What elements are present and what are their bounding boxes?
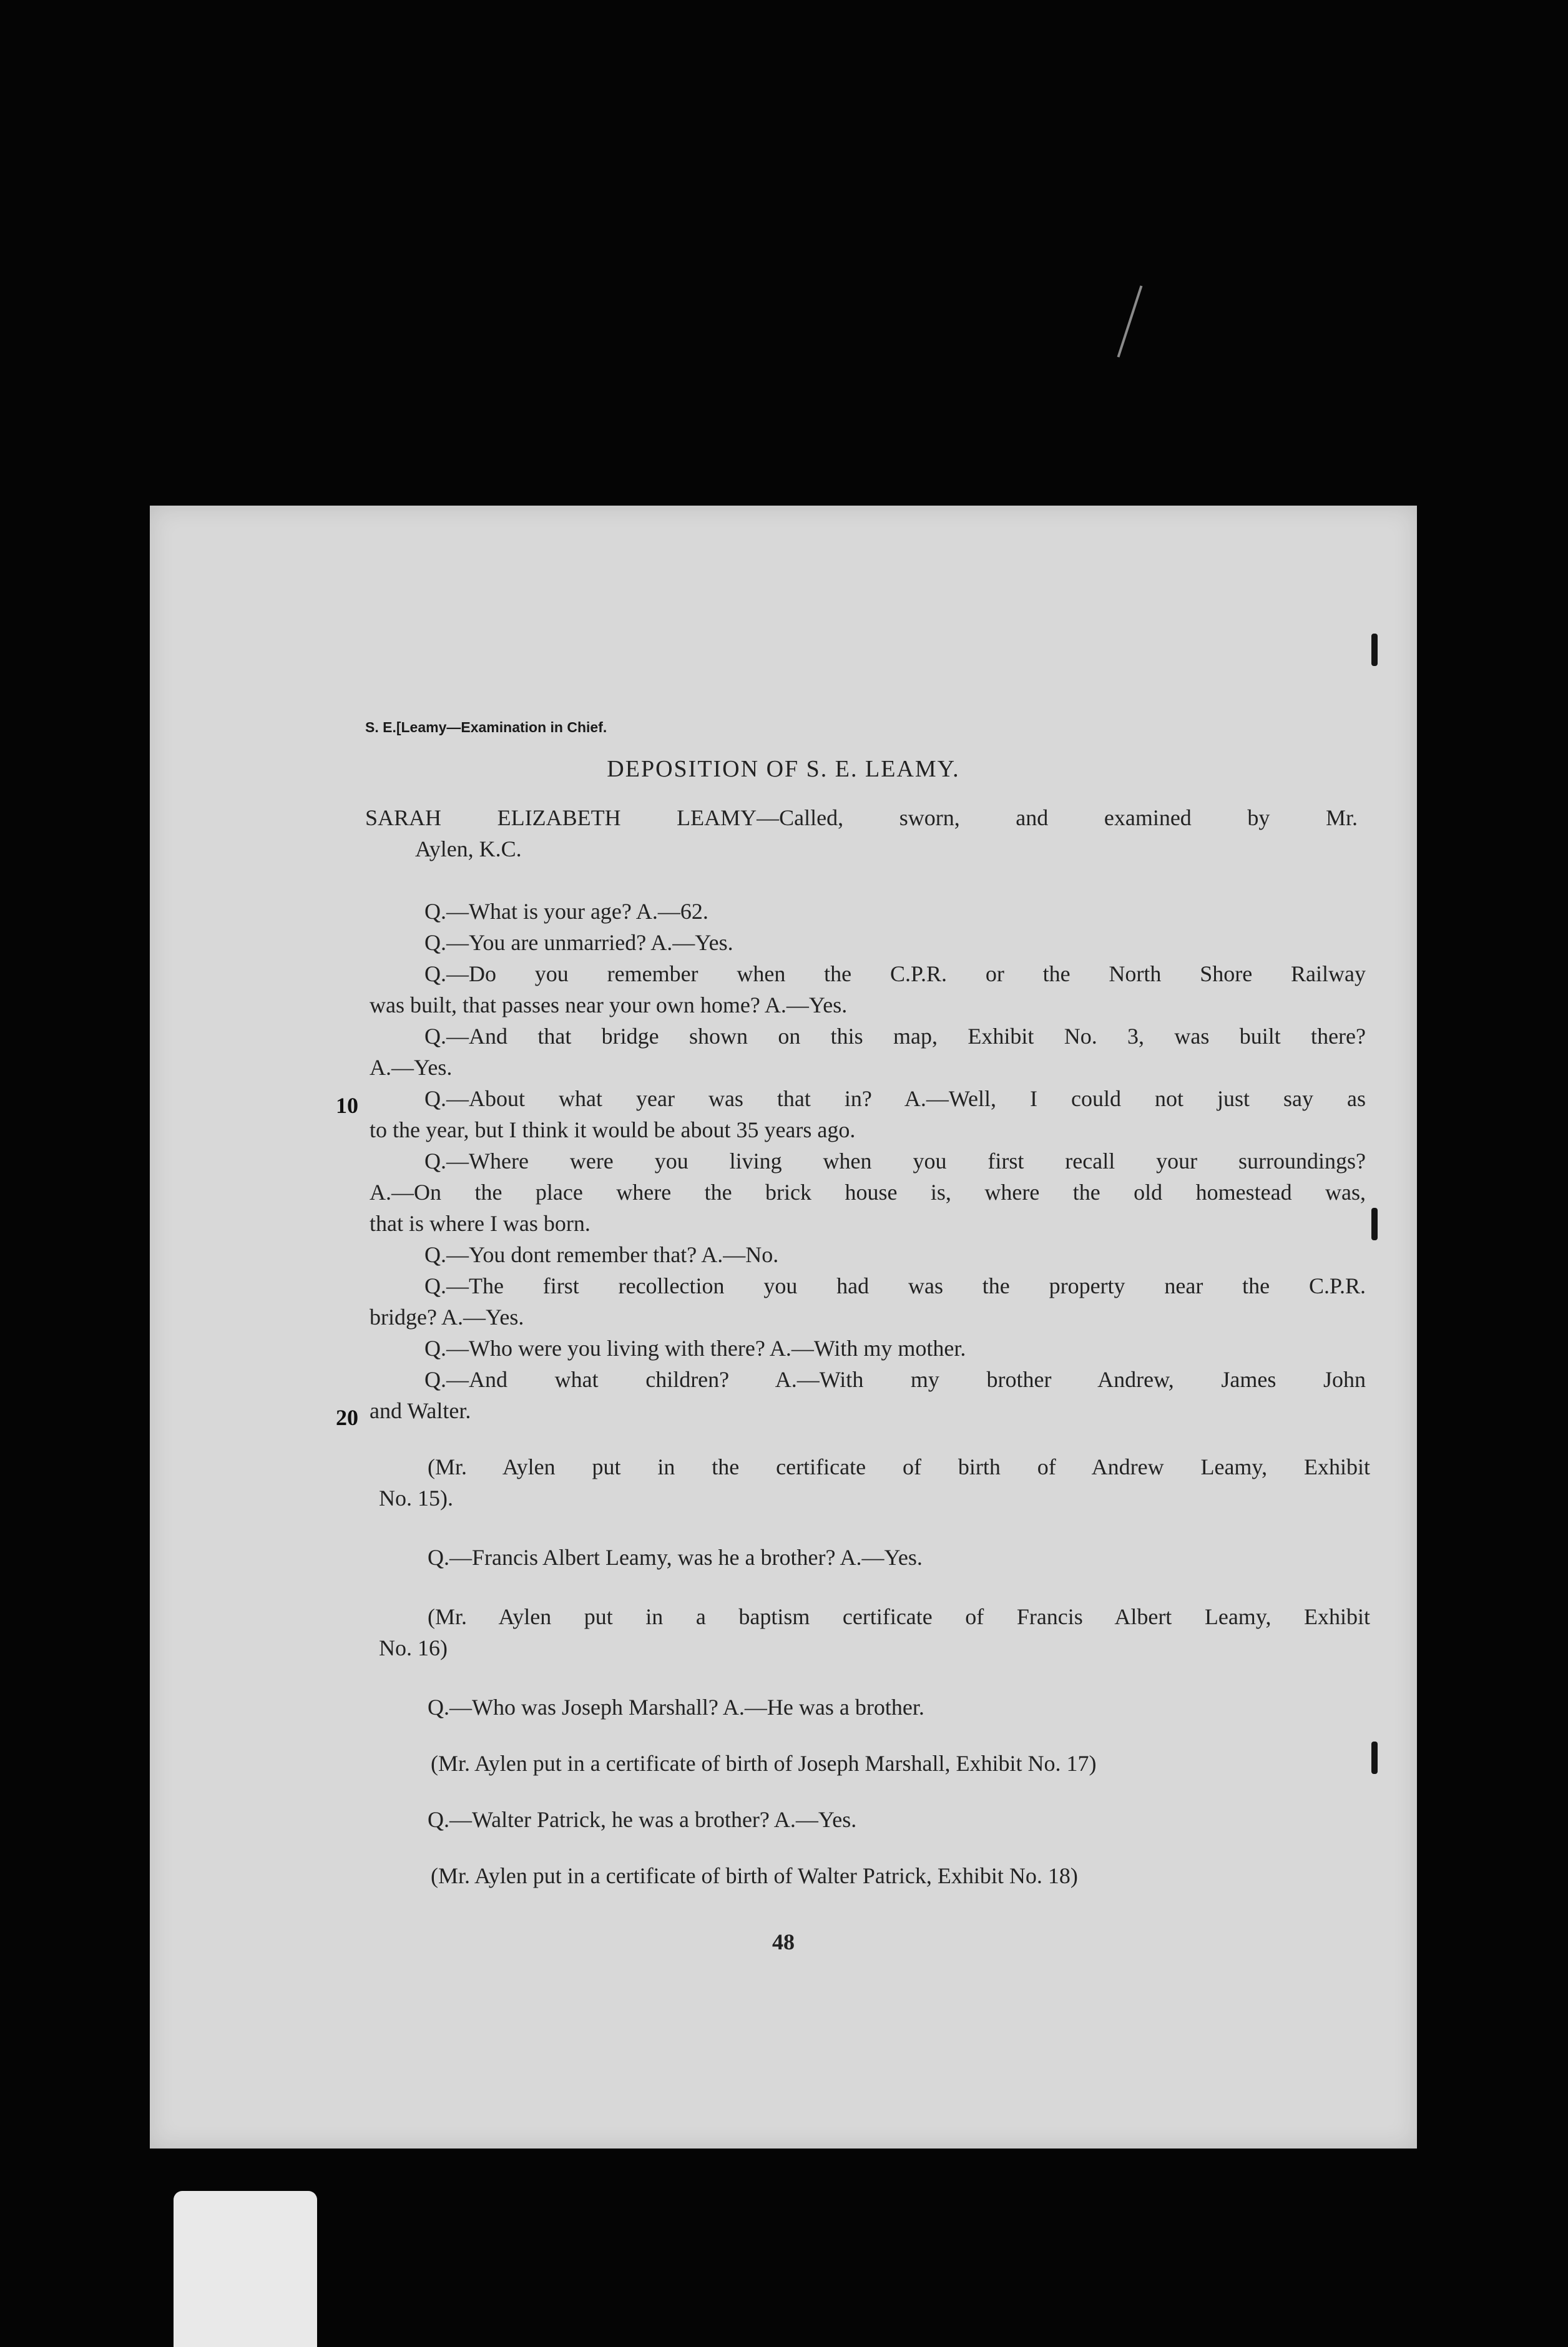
testimony-line: A.—On the place where the brick house is, where the old homestead was, (370, 1180, 1366, 1205)
testimony-line: bridge? A.—Yes. (370, 1305, 524, 1330)
testimony-line: Q.—What is your age? A.—62. (424, 899, 708, 924)
testimony-line: A.—Yes. (370, 1055, 453, 1080)
exhibit-note: No. 15). (379, 1486, 453, 1511)
testimony-line: Q.—The first recollection you had was the property near the C.P.R. (424, 1273, 1366, 1298)
exhibit-note: (Mr. Aylen put in the certificate of birth of Andrew Leamy, Exhibit (428, 1454, 1370, 1479)
exhibit-note: (Mr. Aylen put in a baptism certificate of Francis Albert Leamy, Exhibit (428, 1604, 1370, 1629)
intro-line: SARAH ELIZABETH LEAMY—Called, sworn, and examined by Mr. (365, 805, 1358, 830)
running-head: S. E.[Leamy—Examination in Chief. (365, 719, 607, 735)
testimony-line: that is where I was born. (370, 1211, 590, 1236)
testimony-line: and Walter. (370, 1398, 471, 1423)
scratch-mark (1117, 285, 1143, 357)
testimony-line: to the year, but I think it would be about 35 years ago. (370, 1117, 856, 1142)
exhibit-note: (Mr. Aylen put in a certificate of birth of Walter Patrick, Exhibit No. 18) (431, 1863, 1078, 1888)
margin-line-number: 20 (336, 1405, 358, 1430)
testimony-line: Q.—Do you remember when the C.P.R. or the North Shore Railway (424, 961, 1366, 986)
edge-tab-mark (1371, 1742, 1378, 1774)
page-number: 48 (772, 1929, 795, 1954)
testimony-line: Q.—Francis Albert Leamy, was he a brother? A.—Yes. (428, 1545, 923, 1570)
intro-line: Aylen, K.C. (415, 836, 522, 861)
edge-tab-mark (1371, 634, 1378, 666)
margin-line-number: 10 (336, 1093, 358, 1118)
testimony-line: Q.—Who were you living with there? A.—With my mother. (424, 1336, 966, 1361)
testimony-line: Q.—Who was Joseph Marshall? A.—He was a brother. (428, 1695, 924, 1720)
exhibit-note: No. 16) (379, 1635, 448, 1660)
testimony-line: Q.—And what children? A.—With my brother Andrew, James John (424, 1367, 1366, 1392)
testimony-line: Q.—About what year was that in? A.—Well, I could not just say as (424, 1086, 1366, 1111)
testimony-line: Q.—And that bridge shown on this map, Exhibit No. 3, was built there? (424, 1024, 1366, 1049)
exhibit-note: (Mr. Aylen put in a certificate of birth of Joseph Marshall, Exhibit No. 17) (431, 1751, 1097, 1776)
film-slip (174, 2191, 317, 2347)
testimony-line: Q.—You are unmarried? A.—Yes. (424, 930, 733, 955)
testimony-line: Q.—You dont remember that? A.—No. (424, 1242, 779, 1267)
document-page (150, 506, 1417, 2149)
page-title: DEPOSITION OF S. E. LEAMY. (607, 756, 960, 782)
testimony-line: Q.—Walter Patrick, he was a brother? A.—Yes. (428, 1807, 857, 1832)
testimony-line: was built, that passes near your own home? A.—Yes. (370, 992, 848, 1017)
edge-tab-mark (1371, 1208, 1378, 1240)
testimony-line: Q.—Where were you living when you first recall your surroundings? (424, 1149, 1366, 1174)
